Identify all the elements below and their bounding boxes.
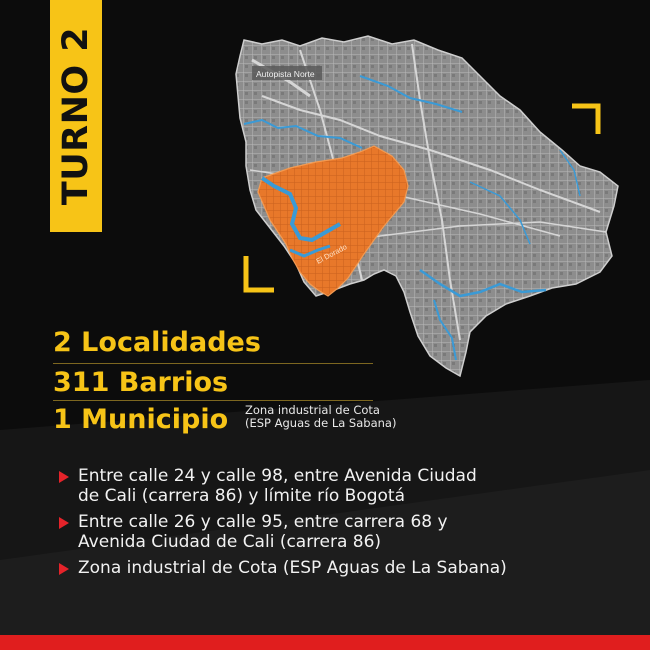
list-item: Entre calle 26 y calle 95, entre carrera 68 y Avenida Ciudad de Cali (carrera 86) bbox=[58, 512, 618, 552]
red-triangle-icon bbox=[59, 517, 69, 529]
red-triangle-icon bbox=[59, 563, 69, 575]
stat-divider bbox=[53, 363, 373, 364]
road-label: Autopista Norte bbox=[256, 69, 315, 79]
area-label: El Dorado bbox=[314, 242, 349, 266]
list-item: Entre calle 24 y calle 98, entre Avenida Ciudad de Cali (carrera 86) y límite río Bogotá bbox=[58, 466, 618, 506]
stat-divider bbox=[53, 400, 373, 401]
corner-bracket-bottom-left bbox=[246, 256, 274, 290]
list-item: Zona industrial de Cota (ESP Aguas de La Sabana) bbox=[58, 558, 618, 578]
municipio-note bbox=[245, 404, 396, 430]
corner-bracket-top-right bbox=[572, 106, 598, 134]
municipio-note-line2: (ESP Aguas de La Sabana) bbox=[245, 416, 397, 430]
municipio-note-line1: Zona industrial de Cota bbox=[245, 403, 380, 417]
stat-localidades: 2 Localidades bbox=[53, 327, 261, 358]
turno-title: TURNO 2 bbox=[56, 26, 96, 206]
bottom-accent-bar bbox=[0, 635, 650, 650]
stat-municipio: 1 Municipio bbox=[53, 404, 229, 435]
zone-description-list bbox=[58, 466, 618, 584]
stat-barrios: 311 Barrios bbox=[53, 367, 229, 398]
red-triangle-icon bbox=[59, 471, 69, 483]
